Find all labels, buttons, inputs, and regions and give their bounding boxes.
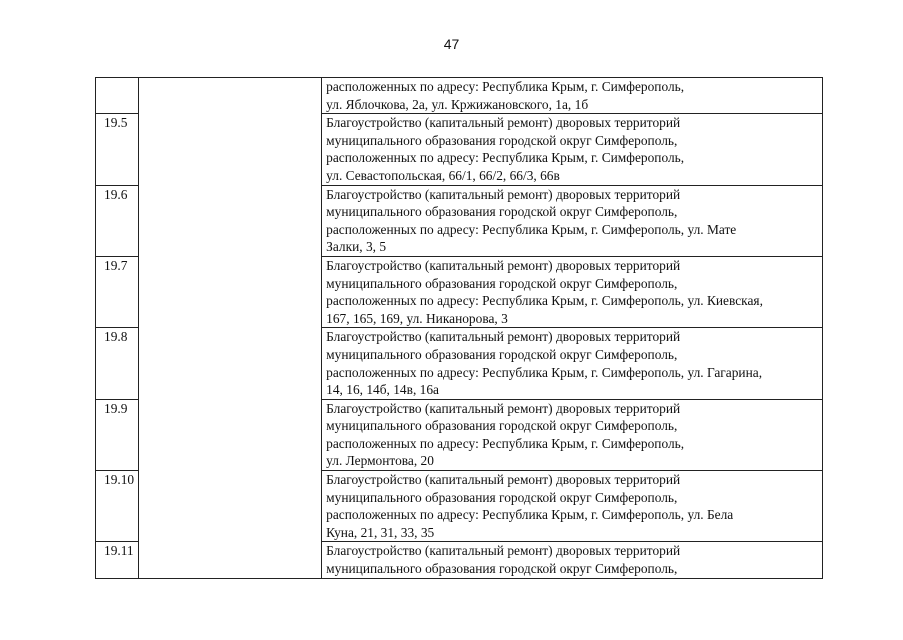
empty-column-cell [139,471,322,542]
table-row [96,185,823,256]
description-cell [322,542,823,578]
empty-column-cell [139,114,322,185]
description-line: Залки, 3, 5 [326,239,387,255]
row-number: 19.8 [96,328,139,399]
row-number: 19.9 [96,399,139,470]
description-line: расположенных по адресу: Республика Крым, г. Симферополь, ул. Бела [326,507,734,523]
table-row [96,328,823,399]
description-line: муниципального образования городской округ Симферополь, [326,132,678,148]
table-row [96,471,823,542]
table-row [96,256,823,327]
row-number [96,78,139,114]
table-row [96,78,823,114]
description-line: Благоустройство (капитальный ремонт) дворовых территорий [326,543,681,559]
description-line: муниципального образования городской округ Симферополь, [326,489,678,505]
description-line: расположенных по адресу: Республика Крым, г. Симферополь, [326,435,685,451]
row-number: 19.11 [96,542,139,578]
empty-column-cell [139,399,322,470]
description-line: расположенных по адресу: Республика Крым, г. Симферополь, [326,79,685,94]
row-number: 19.5 [96,114,139,185]
description-line: муниципального образования городской округ Симферополь, [326,418,678,434]
row-number: 19.10 [96,471,139,542]
table-row [96,542,823,578]
description-line: Благоустройство (капитальный ремонт) дворовых территорий [326,472,681,488]
description-line: Благоустройство (капитальный ремонт) дворовых территорий [326,257,681,273]
description-line: муниципального образования городской округ Симферополь, [326,204,678,220]
description-line: расположенных по адресу: Республика Крым, г. Симферополь, [326,150,685,166]
page-number: 47 [443,36,460,52]
description-line: ул. Севастопольская, 66/1, 66/2, 66/3, 66в [326,167,560,183]
description-line: расположенных по адресу: Республика Крым, г. Симферополь, ул. Киевская, [326,293,763,309]
description-line: ул. Яблочкова, 2а, ул. Кржижановского, 1а, 1б [326,96,589,112]
row-number: 19.7 [96,256,139,327]
empty-column-cell [139,185,322,256]
program-table [95,77,823,579]
description-line: Благоустройство (капитальный ремонт) дворовых территорий [326,115,681,131]
description-cell [322,114,823,185]
empty-column-cell [139,78,322,114]
program-table-body [96,78,823,579]
description-cell [322,256,823,327]
description-line: ул. Лермонтова, 20 [326,453,434,469]
description-line: муниципального образования городской округ Симферополь, [326,561,678,577]
description-cell [322,78,823,114]
description-cell [322,399,823,470]
description-line: Благоустройство (капитальный ремонт) дворовых территорий [326,186,681,202]
description-line: расположенных по адресу: Республика Крым, г. Симферополь, ул. Мате [326,221,737,237]
description-line: муниципального образования городской округ Симферополь, [326,275,678,291]
table-row [96,399,823,470]
row-number: 19.6 [96,185,139,256]
table-row [96,114,823,185]
description-cell [322,471,823,542]
description-line: Куна, 21, 31, 33, 35 [326,524,435,540]
description-line: 14, 16, 14б, 14в, 16а [326,382,439,398]
description-line: 167, 165, 169, ул. Никанорова, 3 [326,310,508,326]
description-line: муниципального образования городской округ Симферополь, [326,346,678,362]
empty-column-cell [139,256,322,327]
description-cell [322,328,823,399]
empty-column-cell [139,542,322,578]
description-line: Благоустройство (капитальный ремонт) дворовых территорий [326,400,681,416]
description-line: расположенных по адресу: Республика Крым, г. Симферополь, ул. Гагарина, [326,364,763,380]
description-cell [322,185,823,256]
description-line: Благоустройство (капитальный ремонт) дворовых территорий [326,329,681,345]
empty-column-cell [139,328,322,399]
